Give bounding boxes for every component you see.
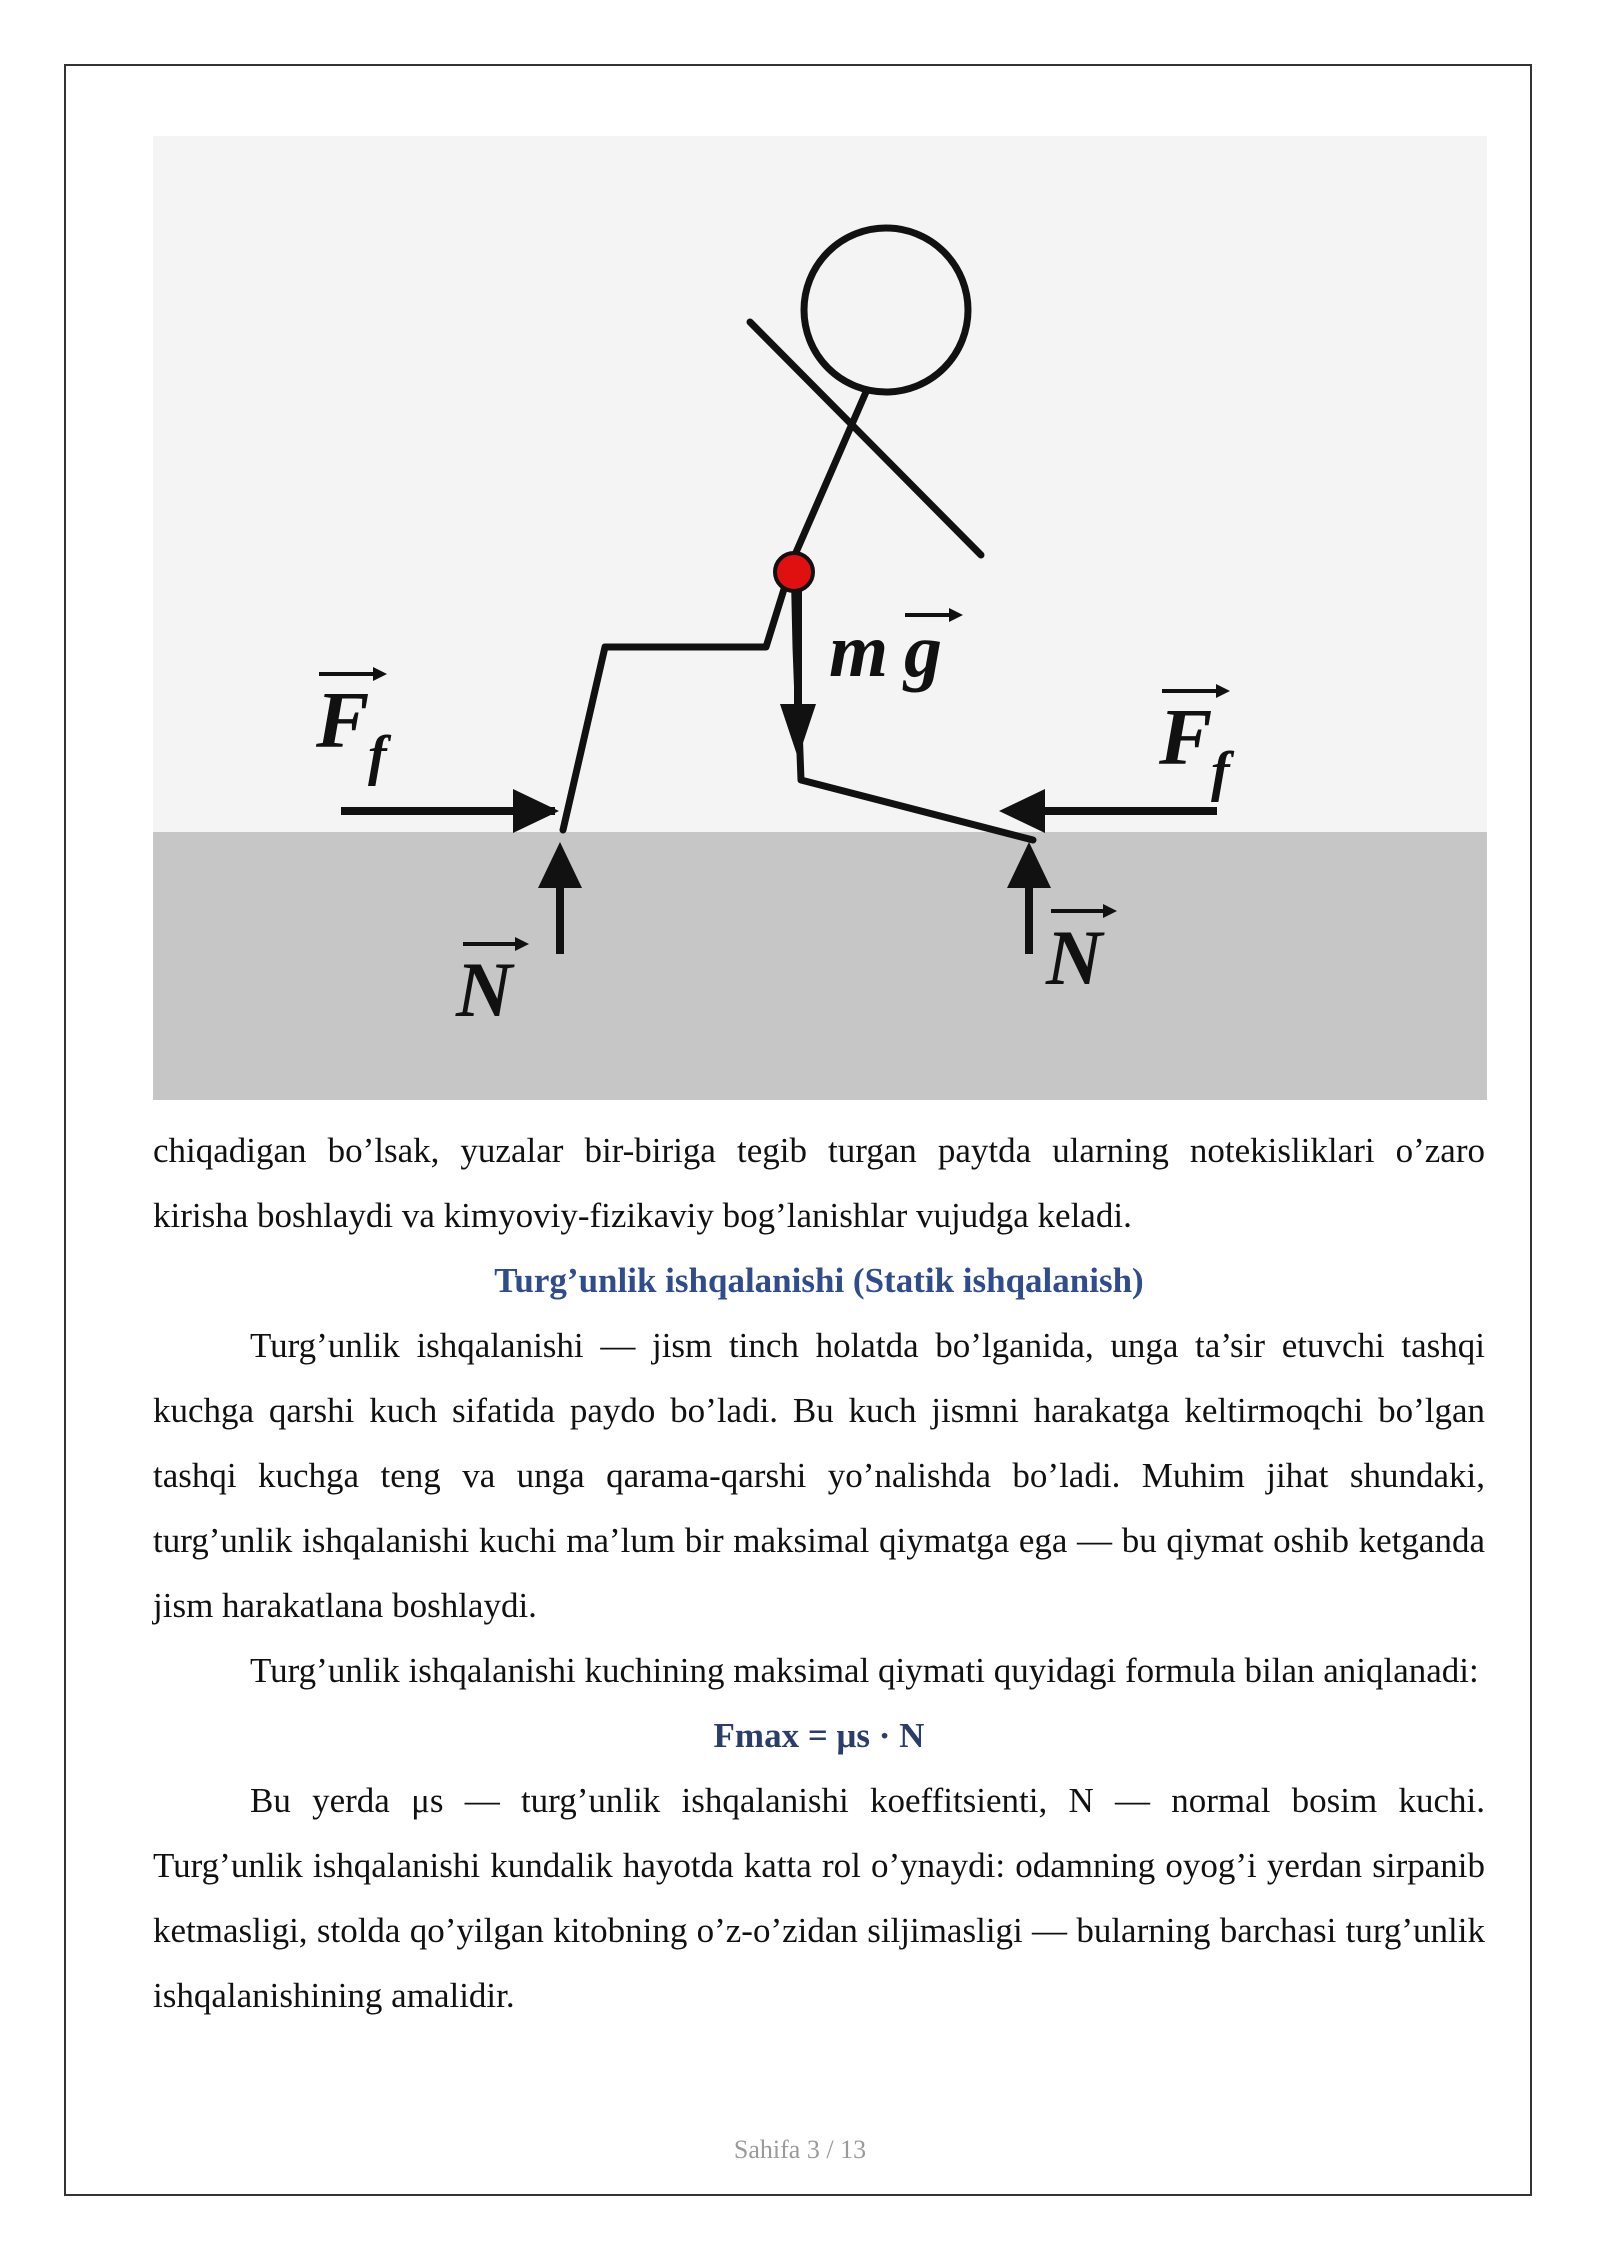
page-number: Sahifa 3 / 13 [733, 2135, 867, 2164]
body-text [153, 1118, 1485, 2028]
paragraph-static-friction: Turg’unlik ishqalanishi — jism tinch holatda bo’lganida, unga ta’sir etuvchi tashqi kuchga qarshi kuch sifatida paydo bo’ladi. Bu kuch jismni harakatga keltirmoqchi bo’lgan tashqi kuchga teng va unga qarama-qarshi yo’nalishda bo’ladi. Muhim jihat shundaki, turg’unlik ishqalanishi kuchi ma’lum bir maksimal qiymatga ega — bu qiymat oshib ketganda jism harakatlana boshlaydi. [153, 1326, 1485, 1625]
paragraph-explanation: Bu yerda μs — turg’unlik ishqalanishi koeffitsienti, N — normal bosim kuchi. Turg’unlik ishqalanishi kundalik hayotda katta rol o’ynaydi: odamning oyog’i yerdan sirpanib ketmasligi, stolda qo’yilgan kitobning o’z-o’zidan siljimasligi — bularning barchasi turg’unlik ishqalanishining amalidir. [153, 1781, 1485, 2015]
center-of-mass-dot [775, 553, 813, 591]
formula: Fmax = μs · N [713, 1716, 925, 1755]
label-n-right: N [1046, 914, 1103, 1001]
label-ff-left-sub: f [368, 725, 387, 787]
label-n-left: N [456, 946, 513, 1033]
label-ff-right: F [1159, 694, 1213, 782]
label-ff-left: F [316, 677, 370, 765]
label-mg-g: g [904, 609, 942, 693]
force-diagram [153, 136, 1487, 1100]
intro-line-2: kirisha boshlaydi va kimyoviy-fizikaviy bog’lanishlar vujudga keladi. [153, 1196, 1132, 1235]
ground-surface [153, 832, 1487, 1100]
intro-line-1: chiqadigan bo’lsak, yuzalar bir-biriga tegib turgan paytda ularning notekisliklari o’zaro [153, 1131, 1485, 1170]
section-heading: Turg’unlik ishqalanishi (Statik ishqalanish) [494, 1261, 1144, 1300]
label-ff-right-sub: f [1211, 741, 1230, 803]
paragraph-formula-intro: Turg’unlik ishqalanishi kuchining maksimal qiymati quyidagi formula bilan aniqlanadi: [250, 1651, 1479, 1690]
label-mg-m: m [829, 609, 889, 693]
